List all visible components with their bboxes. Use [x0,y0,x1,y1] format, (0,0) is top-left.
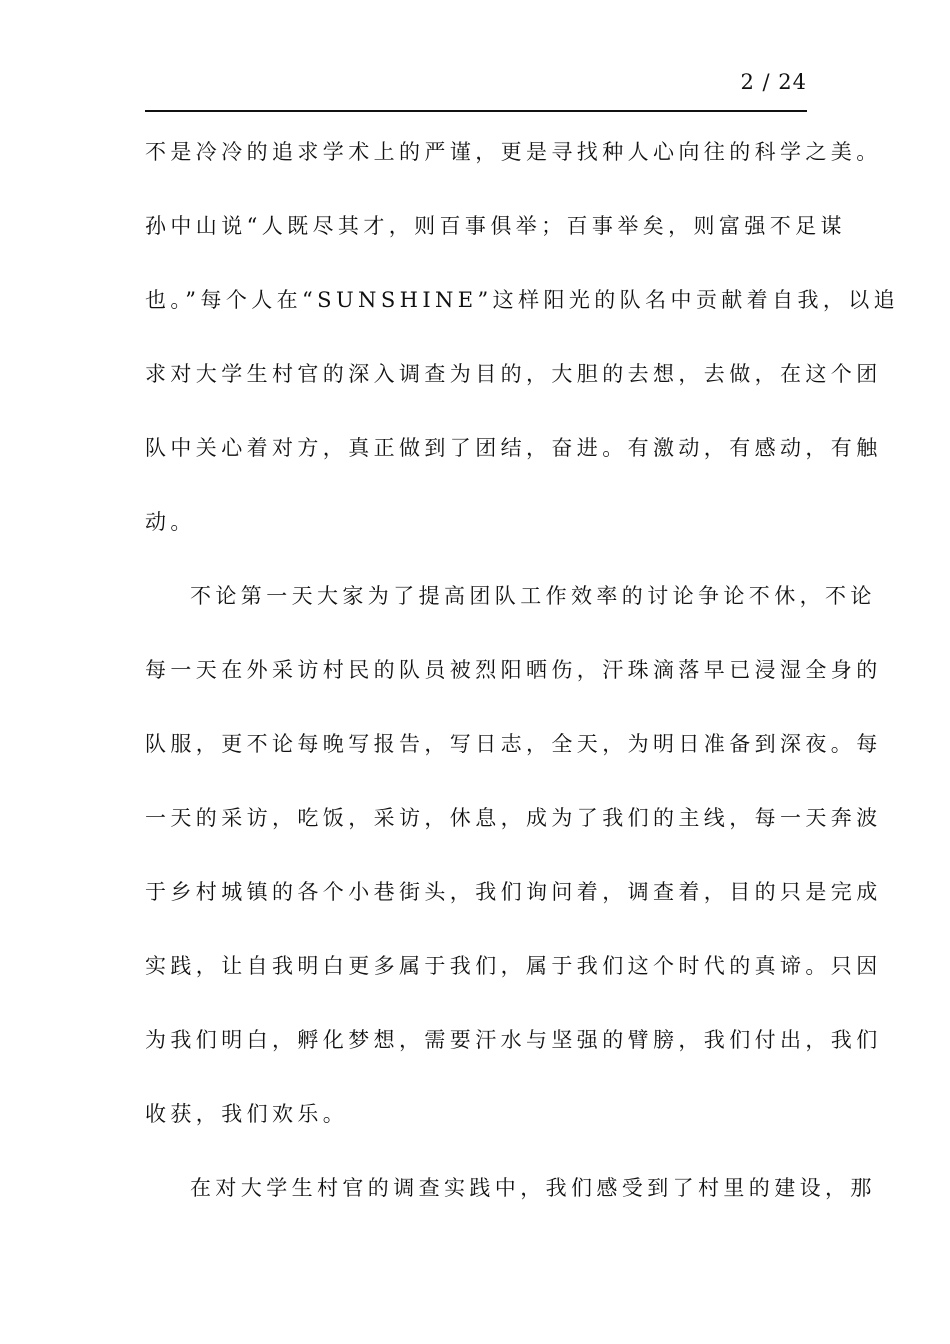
text-line: 不是冷冷的追求学术上的严谨，更是寻找种人心向往的科学之美。 [145,140,882,164]
text-line: 实践，让自我明白更多属于我们，属于我们这个时代的真谛。只因 [145,954,882,978]
text-line: 收获，我们欢乐。 [145,1102,349,1126]
text-line: 为我们明白，孵化梦想，需要汗水与坚强的臂膀，我们付出，我们 [145,1028,882,1052]
text-line: 队中关心着对方，真正做到了团结，奋进。有激动，有感动，有触 [145,436,882,460]
text-line: 每一天在外采访村民的队员被烈阳晒伤，汗珠滴落早已浸湿全身的 [145,658,882,682]
page-header [145,66,807,112]
paragraph-first-line: 在对大学生村官的调查实践中，我们感受到了村里的建设，那 [190,1176,876,1200]
document-body [145,122,900,1232]
text-line: 于乡村城镇的各个小巷街头，我们询问着，调查着，目的只是完成 [145,880,882,904]
page-number: 2 / 24 [740,70,807,94]
text-line: 孙中山说“人既尽其才，则百事俱举；百事举矣，则富强不足谋 [145,214,846,238]
paragraph-first-line: 不论第一天大家为了提高团队工作效率的讨论争论不休，不论 [190,584,876,608]
text-line: 求对大学生村官的深入调查为目的，大胆的去想，去做，在这个团 [145,362,882,386]
text-line: 一天的采访，吃饭，采访，休息，成为了我们的主线，每一天奔波 [145,806,882,830]
text-line: 动。 [145,510,196,534]
text-line: 队服，更不论每晚写报告，写日志，全天，为明日准备到深夜。每 [145,732,882,756]
text-line: 也。”每个人在“SUNSHINE”这样阳光的队名中贡献着自我，以追 [145,288,900,312]
